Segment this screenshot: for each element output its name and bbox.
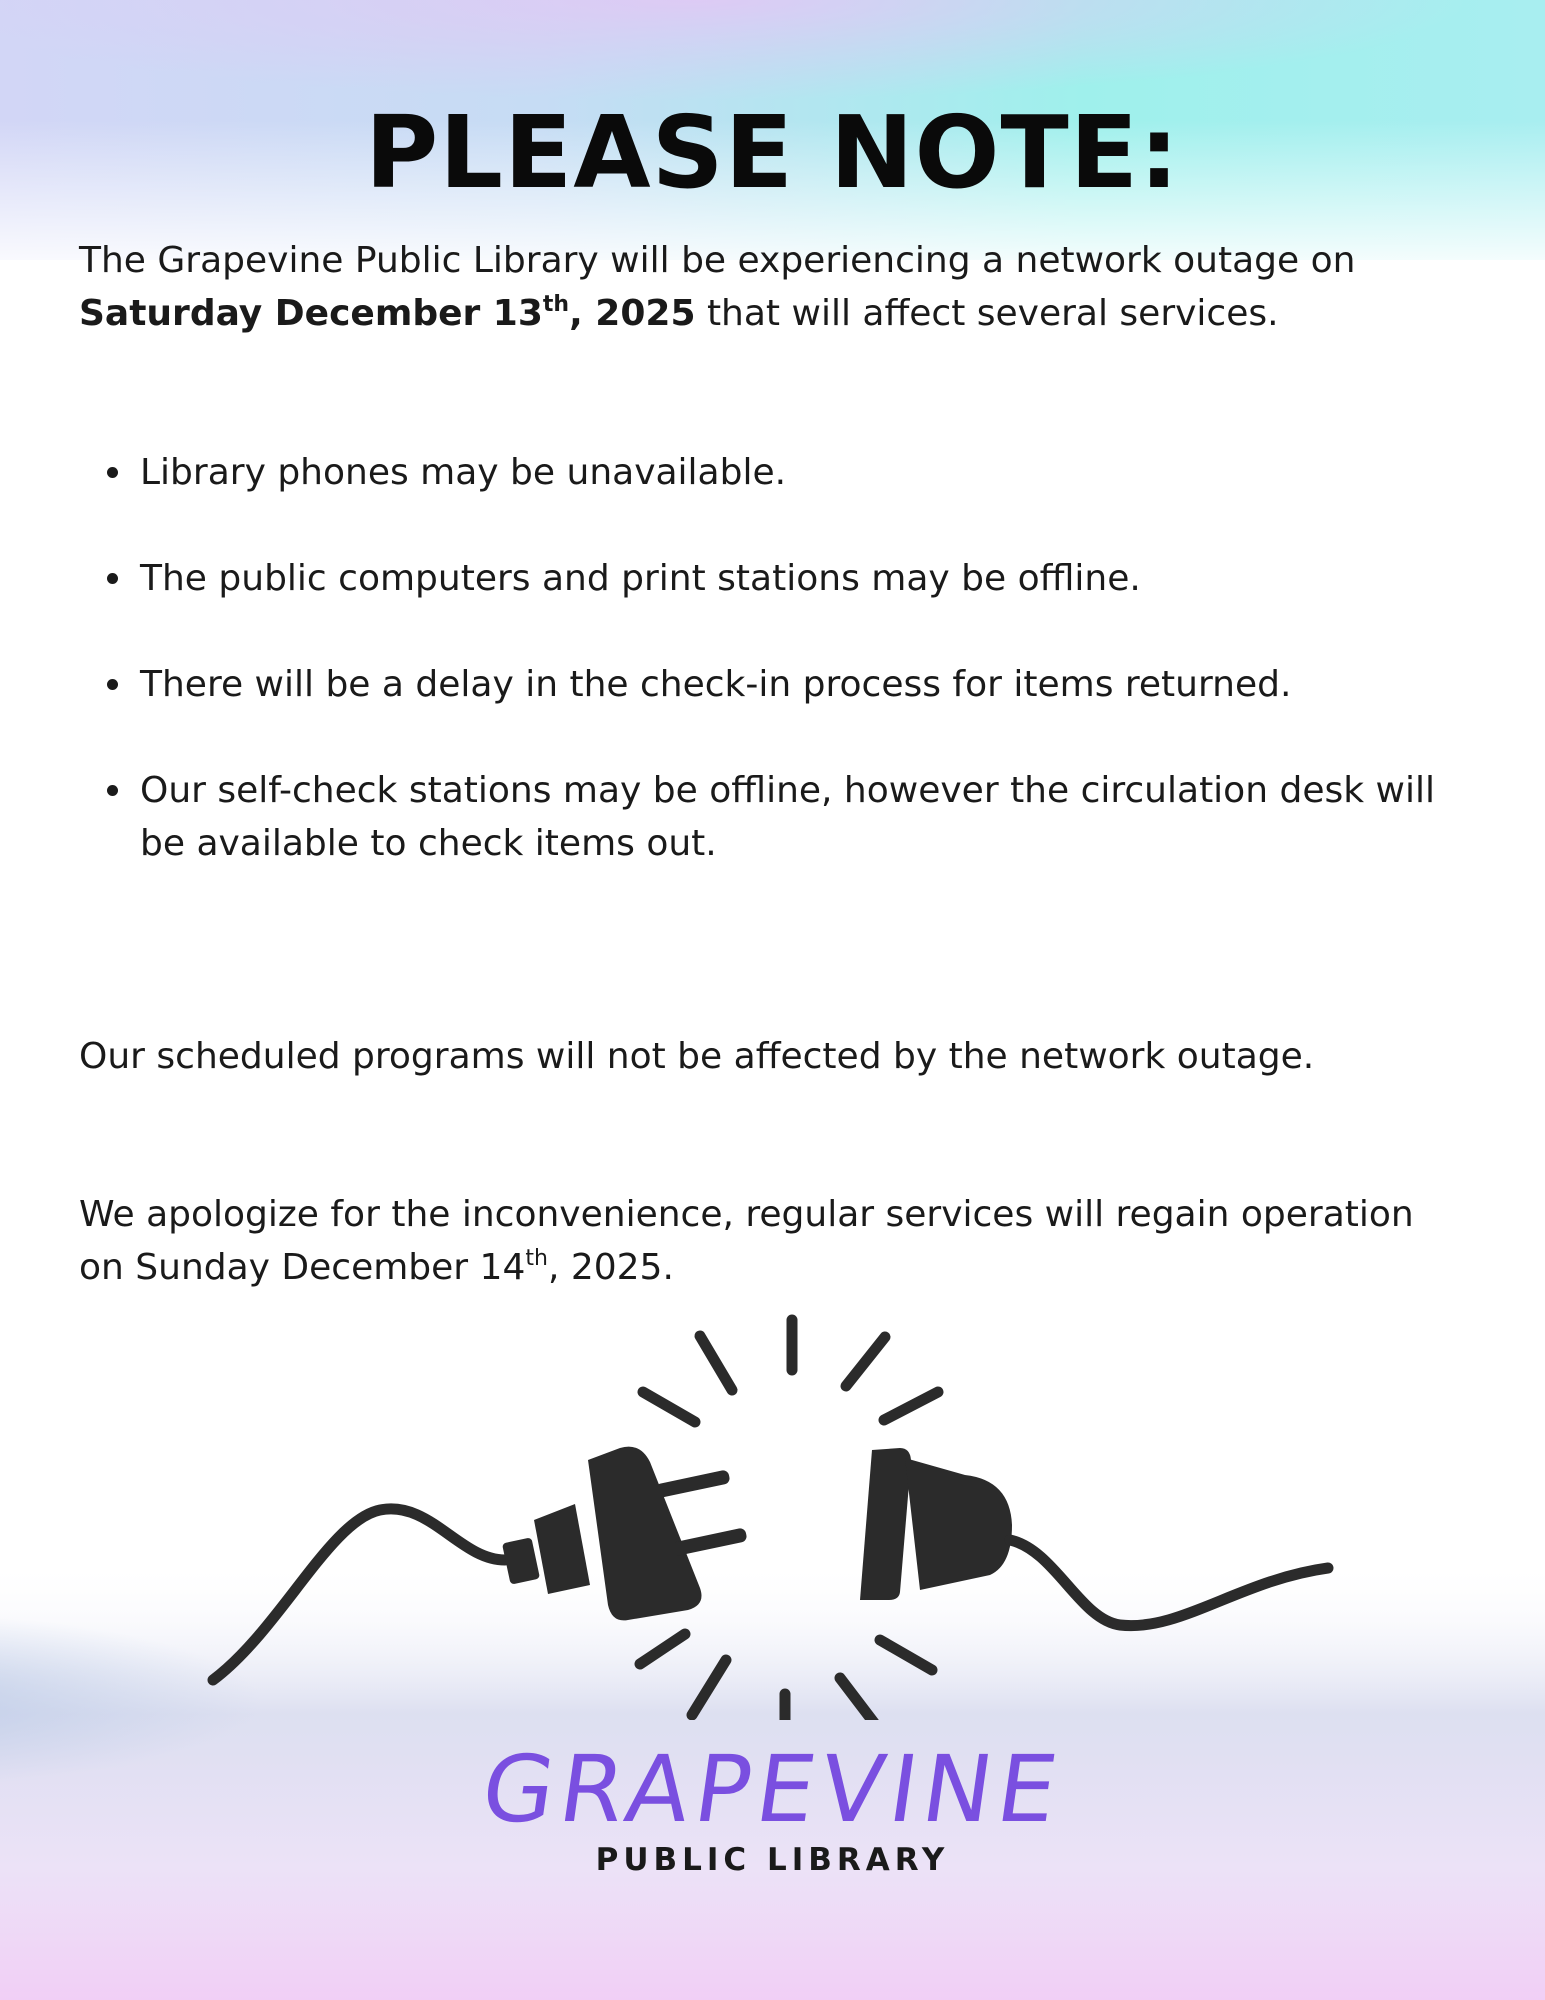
apology-text: We apologize for the inconvenience, regular services will regain operation on Sunday December 14 bbox=[79, 1194, 1414, 1288]
page-title: PLEASE NOTE: bbox=[364, 94, 1181, 211]
library-logo-wordmark: GRAPEVINE bbox=[475, 1736, 1070, 1843]
programs-note: Our scheduled programs will not be affected by the network outage. bbox=[79, 1036, 1315, 1077]
list-item-text: The public computers and print stations may be offline. bbox=[140, 558, 1141, 599]
list-item bbox=[79, 552, 1479, 605]
list-item-text: Our self-check stations may be offline, however the circulation desk will be available to check items out. bbox=[140, 770, 1435, 864]
bullet-icon bbox=[107, 573, 118, 584]
outage-date-text: Saturday December 13 bbox=[79, 293, 543, 334]
list-item bbox=[79, 658, 1479, 711]
affected-services-list bbox=[79, 446, 1479, 923]
outage-date bbox=[79, 293, 696, 334]
outage-date-year: , 2025 bbox=[569, 293, 696, 334]
list-item bbox=[79, 764, 1479, 870]
apology-text-end: , 2025. bbox=[547, 1247, 674, 1288]
bullet-icon bbox=[107, 467, 118, 478]
intro-text: The Grapevine Public Library will be experiencing a network outage on bbox=[79, 240, 1356, 281]
list-item bbox=[79, 446, 1479, 499]
unplugged-cable-icon bbox=[200, 1300, 1350, 1720]
outage-date-suffix: th bbox=[542, 292, 570, 317]
list-item-text: Library phones may be unavailable. bbox=[140, 452, 787, 493]
bullet-icon bbox=[107, 785, 118, 796]
apology-date-suffix: th bbox=[525, 1246, 548, 1271]
apology-paragraph bbox=[79, 1188, 1469, 1294]
library-logo-subtitle: PUBLIC LIBRARY bbox=[595, 1842, 950, 1878]
intro-text-end: that will affect several services. bbox=[695, 293, 1279, 334]
list-item-text: There will be a delay in the check-in process for items returned. bbox=[140, 664, 1292, 705]
intro-paragraph bbox=[79, 234, 1469, 340]
bullet-icon bbox=[107, 679, 118, 690]
